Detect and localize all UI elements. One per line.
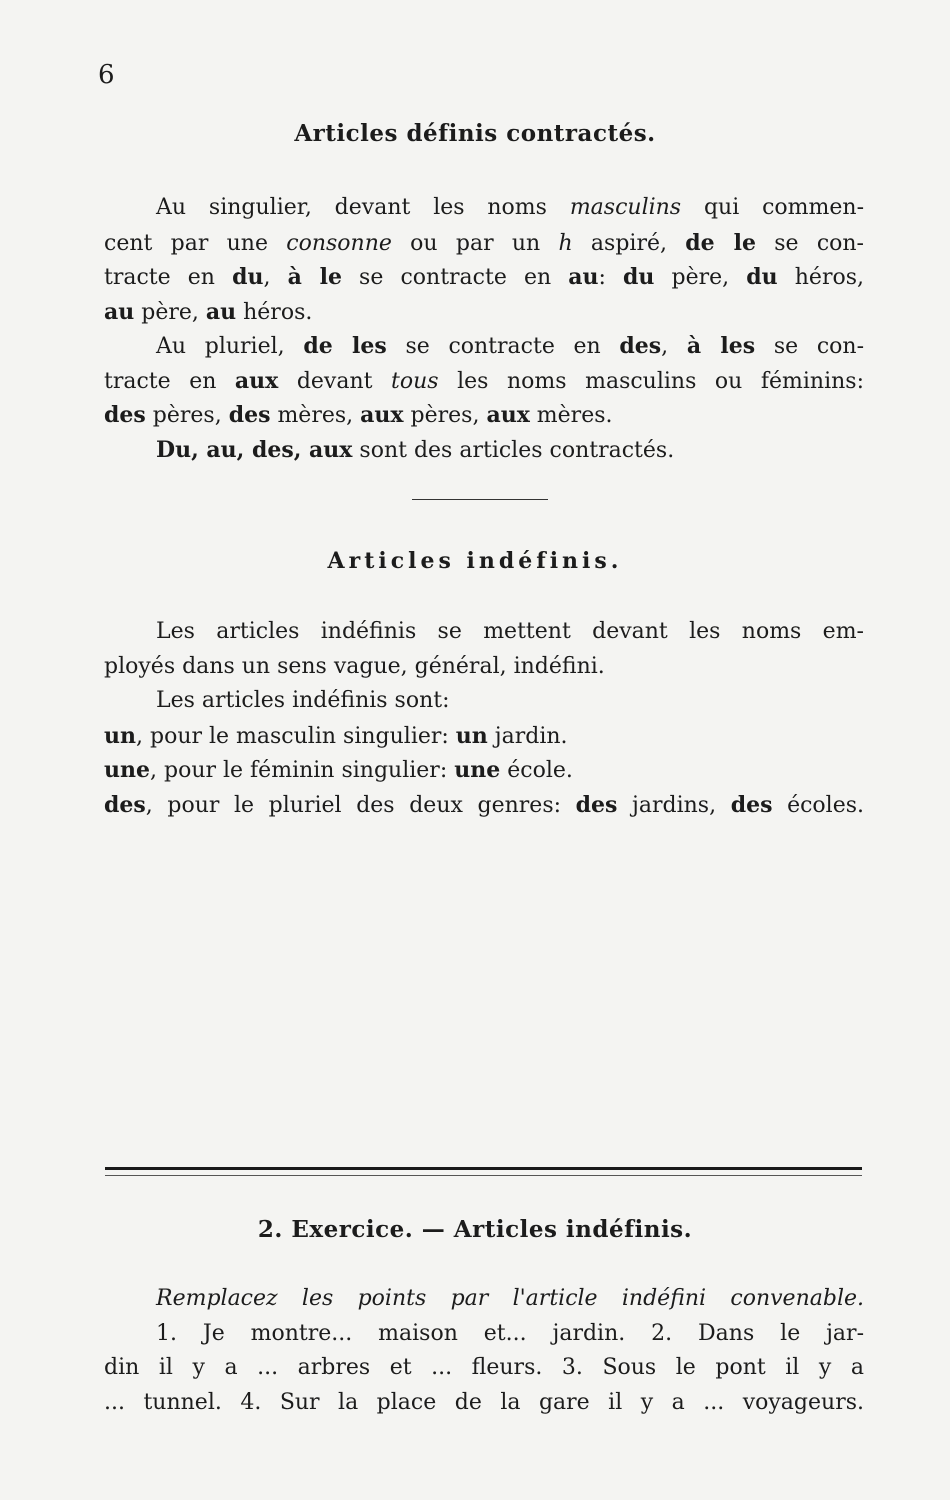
definite-contracted-body [104,191,864,467]
text-line: au père, au héros. [104,298,313,325]
text-line: Les articles indéfinis sont: [156,688,450,713]
indefinite-body [104,615,864,822]
text-line: 1. Je montre... maison et... jardin. 2. Dans le jar- [156,1320,864,1346]
exercise-divider-thick [105,1167,862,1170]
text-line: tracte en aux devant tous les noms masculins ou féminins: [104,367,864,394]
text-line: Au pluriel, de les se contracte en des, à les se con- [156,333,865,359]
text-line: ... tunnel. 4. Sur la place de la gare il y a ... voyageurs. [104,1389,864,1415]
exercise-title: 2. Exercice. — Articles indéfinis. [257,1216,693,1243]
text-line: un, pour le masculin singulier: un jardin. [104,722,568,749]
text-line: Au singulier, devant les noms masculins qui commen- [156,195,865,220]
text-line: ployés dans un sens vague, général, indéfini. [104,653,605,679]
page-number: 6 [98,60,115,90]
text-line: tracte en du, à le se contracte en au: du père, du héros, [104,264,864,290]
text-line: din il y a ... arbres et ... fleurs. 3. Sous le pont il y a [104,1355,864,1380]
text-line: cent par une consonne ou par un h aspiré, de le se con- [104,229,864,256]
section-title-definite-contracted: Articles définis contractés. [294,120,656,147]
section-divider [412,499,548,500]
text-line: des pères, des mères, aux pères, aux mères. [104,402,613,428]
text-line: Du, au, des, aux sont des articles contractés. [156,436,675,463]
text-line: des, pour le pluriel des deux genres: des jardins, des écoles. [104,791,864,818]
text-line: une, pour le féminin singulier: une école. [104,757,573,783]
exercise-body [104,1282,864,1420]
exercise-divider-thin [105,1175,862,1176]
exercise-instruction: Remplacez les points par l'article indéfini convenable. [156,1286,864,1311]
section-title-indefinite: Articles indéfinis. [327,548,623,574]
text-line: Les articles indéfinis se mettent devant les noms em- [156,619,864,644]
